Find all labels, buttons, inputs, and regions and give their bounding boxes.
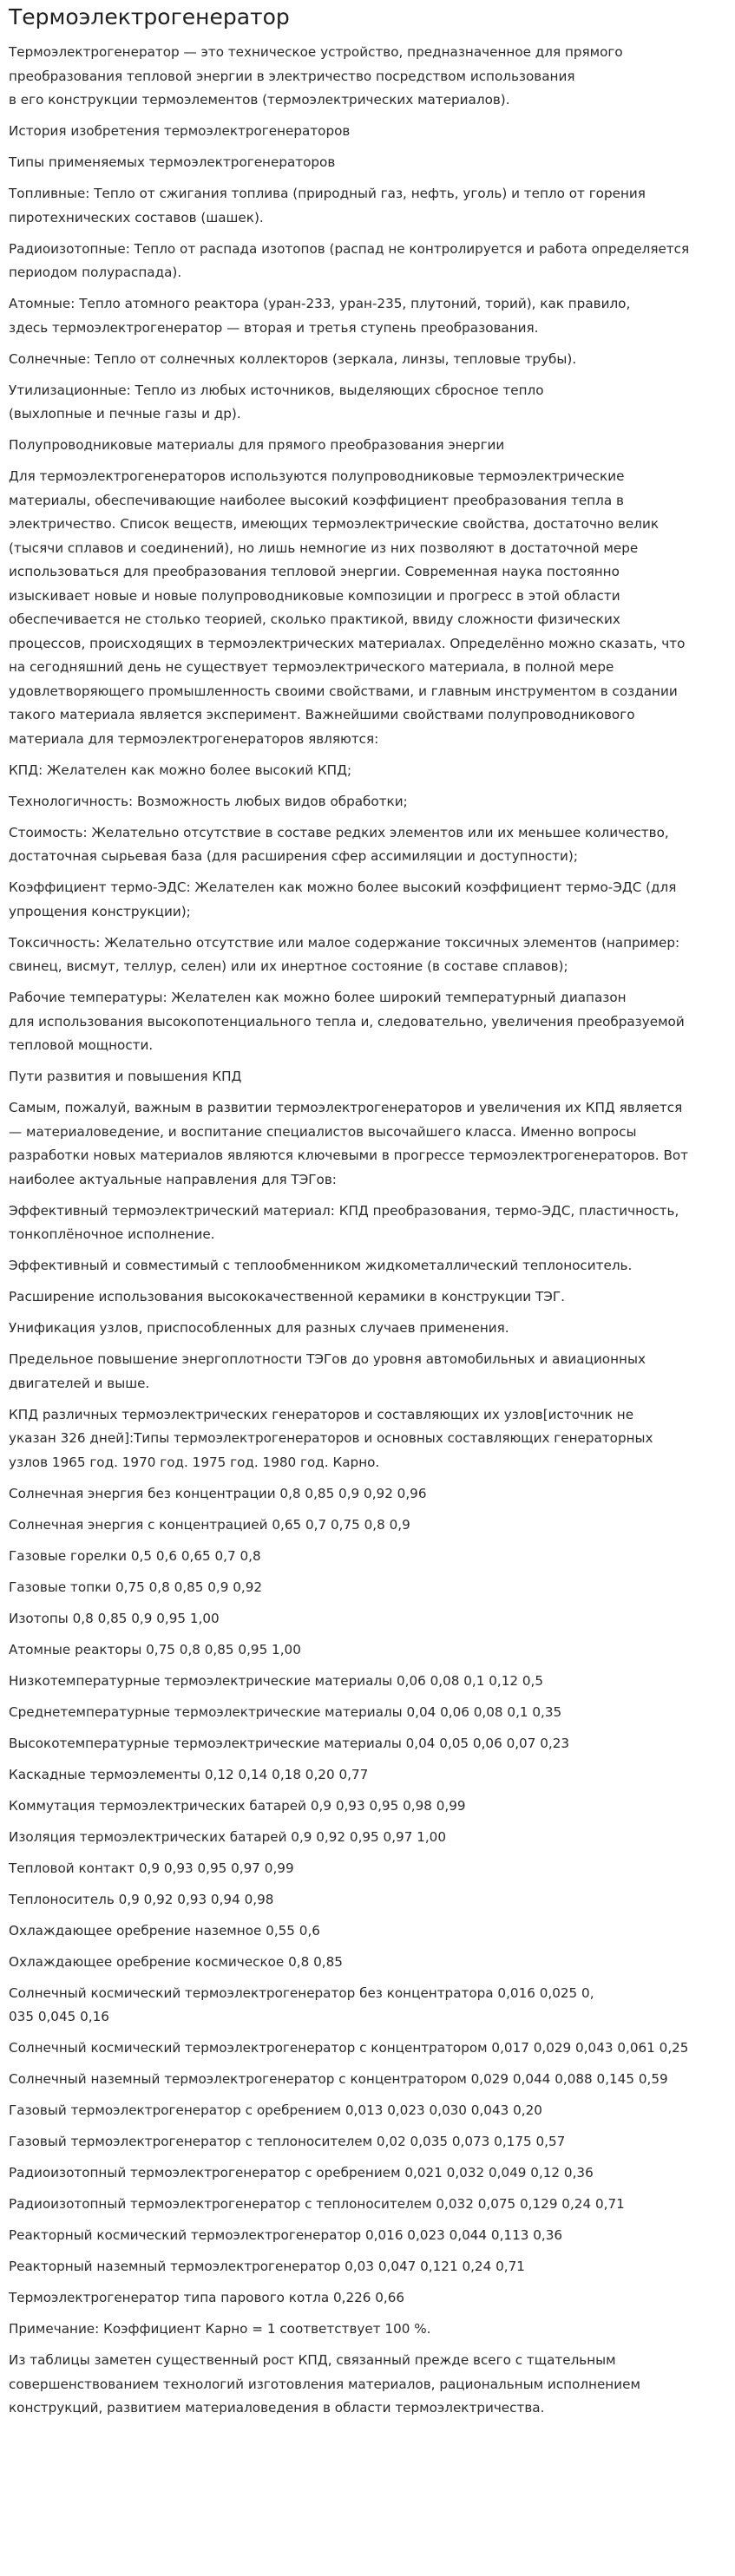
paragraph: Реакторный наземный термоэлектрогенератор 0,03 0,047 0,121 0,24 0,71: [9, 2259, 525, 2274]
paragraph: Токсичность: Желательно отсутствие или малое содержание токсичных элементов (например: свинец, висмут, теллур, селен) или их инертное состояние (в составе сплавов);: [9, 934, 680, 974]
paragraph: Стоимость: Желательно отсутствие в составе редких элементов или их меньшее количество, достаточная сырьевая база (для расширения сфер ассимиляции и доступности);: [9, 824, 669, 864]
paragraph: Реакторный космический термоэлектрогенератор 0,016 0,023 0,044 0,113 0,36: [9, 2227, 563, 2243]
paragraph: Атомные: Тепло атомного реактора (уран-233, уран-235, плутоний, торий), как правило, здесь термоэлектрогенератор — вторая и третья ступень преобразования.: [9, 296, 631, 336]
paragraph: Для термоэлектрогенераторов используются полупроводниковые термоэлектрические материалы, обеспечивающие наиболее высокий коэффициент преобразования тепла в электричество. Список веществ, имеющих термоэлектрические свойства, достаточно велик (тысячи сплавов и соединений), но лишь немногие из них позволяют в достаточной мере использоваться для преобразования тепловой энергии. Современная наука постоянно изыскивает новые и новые полупроводниковые композиции и прогресс в этой области обеспечивается не столько теорией, сколько практикой, ввиду сложности физических процессов, происходящих в термоэлектрических материалах. Определённо можно сказать, что на сегодняшний день не существует термоэлектрического материала, в полной мере удовлетворяющего промышленность своими свойствами, и главным инструментом в создании такого материала является эксперимент. Важнейшими свойствами полупроводникового материала для термоэлектрогенераторов являются:: [9, 468, 686, 747]
paragraph: Полупроводниковые материалы для прямого преобразования энергии: [9, 437, 505, 453]
paragraph: Тепловой контакт 0,9 0,93 0,95 0,97 0,99: [9, 1860, 294, 1876]
paragraph: Утилизационные: Тепло из любых источников, выделяющих сбросное тепло (выхлопные и печные газы и др).: [9, 382, 544, 422]
article: [0, 3, 735, 2421]
paragraph: Теплоноситель 0,9 0,92 0,93 0,94 0,98: [9, 1891, 274, 1907]
paragraph: Газовые горелки 0,5 0,6 0,65 0,7 0,8: [9, 1547, 261, 1564]
paragraph: Солнечные: Тепло от солнечных коллекторов (зеркала, линзы, тепловые трубы).: [9, 350, 577, 367]
page-title: Термоэлектрогенератор: [9, 4, 290, 29]
paragraph: Высокотемпературные термоэлектрические материалы 0,04 0,05 0,06 0,07 0,23: [9, 1735, 570, 1751]
paragraph: Типы применяемых термоэлектрогенераторов: [9, 154, 336, 170]
paragraph: Унификация узлов, приспособленных для разных случаев применения.: [9, 1320, 509, 1336]
paragraph: Изоляция термоэлектрических батарей 0,9 0,92 0,95 0,97 1,00: [9, 1828, 447, 1845]
paragraph: Газовый термоэлектрогенератор с теплоносителем 0,02 0,035 0,073 0,175 0,57: [9, 2134, 566, 2149]
paragraph: Солнечная энергия с концентрацией 0,65 0,7 0,75 0,8 0,9: [9, 1516, 410, 1533]
paragraph: Предельное повышение энергоплотности ТЭГов до уровня автомобильных и авиационных двигателей и выше.: [9, 1351, 646, 1391]
paragraph: Атомные реакторы 0,75 0,8 0,85 0,95 1,00: [9, 1641, 301, 1657]
paragraph: КПД: Желателен как можно более высокий КПД;: [9, 762, 352, 778]
paragraph: Коэффициент термо-ЭДС: Желателен как можно более высокий коэффициент термо-ЭДС (для упрощения конструкции);: [9, 879, 677, 919]
paragraph: Коммутация термоэлектрических батарей 0,9 0,93 0,95 0,98 0,99: [9, 1797, 466, 1814]
paragraph: Солнечный космический термоэлектрогенератор с концентратором 0,017 0,029 0,043 0,061 0,25: [9, 2040, 689, 2056]
paragraph: Самым, пожалуй, важным в развитии термоэлектрогенераторов и увеличения их КПД является — материаловедение, и воспитание специалистов высочайшего класса. Именно вопросы разработки новых материалов являются ключевыми в прогрессе термоэлектрогенераторов. Вот наиболее актуальные направления для ТЭГов:: [9, 1100, 689, 1187]
paragraph: Солнечная энергия без концентрации 0,8 0,85 0,9 0,92 0,96: [9, 1485, 427, 1501]
paragraph: Радиоизотопный термоэлектрогенератор с теплоносителем 0,032 0,075 0,129 0,24 0,71: [9, 2196, 625, 2212]
paragraph: Пути развития и повышения КПД: [9, 1069, 242, 1084]
paragraph: Низкотемпературные термоэлектрические материалы 0,06 0,08 0,1 0,12 0,5: [9, 1672, 544, 1689]
paragraph: Термоэлектрогенератор типа парового котла 0,226 0,66: [9, 2290, 405, 2305]
paragraph: История изобретения термоэлектрогенераторов: [9, 123, 351, 139]
paragraph: Каскадные термоэлементы 0,12 0,14 0,18 0,20 0,77: [9, 1766, 369, 1782]
paragraph: Эффективный термоэлектрический материал: КПД преобразования, термо-ЭДС, пластичность, тонкоплёночное исполнение.: [9, 1202, 679, 1242]
article-body: [9, 41, 726, 2421]
paragraph: Из таблицы заметен существенный рост КПД, связанный прежде всего с тщательным совершенствованием технологий изготовления материалов, рациональным исполнением конструкций, развитием материаловедения в области термоэлектричества.: [9, 2352, 640, 2416]
paragraph: Охлаждающее оребрение наземное 0,55 0,6: [9, 1922, 320, 1939]
paragraph: Радиоизотопный термоэлектрогенератор с оребрением 0,021 0,032 0,049 0,12 0,36: [9, 2165, 594, 2180]
paragraph: Расширение использования высококачественной керамики в конструкции ТЭГ.: [9, 1289, 565, 1304]
paragraph: Среднетемпературные термоэлектрические материалы 0,04 0,06 0,08 0,1 0,35: [9, 1703, 562, 1720]
paragraph: Охлаждающее оребрение космическое 0,8 0,85: [9, 1953, 343, 1970]
paragraph: Солнечный космический термоэлектрогенератор без концентратора 0,016 0,025 0, 035 0,045 0,16: [9, 1984, 594, 2024]
paragraph: Примечание: Коэффициент Карно = 1 соответствует 100 %.: [9, 2321, 431, 2337]
paragraph: Рабочие температуры: Желателен как можно более широкий температурный диапазон для использования высокопотенциального тепла и, следовательно, увеличения преобразуемой тепловой мощности.: [9, 990, 685, 1053]
paragraph: Технологичность: Возможность любых видов обработки;: [9, 793, 408, 809]
paragraph: Изотопы 0,8 0,85 0,9 0,95 1,00: [9, 1610, 220, 1626]
paragraph: Термоэлектрогенератор — это техническое устройство, предназначенное для прямого преобразования тепловой энергии в электричество посредством использования в его конструкции термоэлементов (термоэлектрических материалов).: [9, 44, 623, 108]
paragraph: Газовые топки 0,75 0,8 0,85 0,9 0,92: [9, 1579, 263, 1595]
paragraph: Радиоизотопные: Тепло от распада изотопов (распад не контролируется и работа определяется периодом полураспада).: [9, 240, 690, 280]
paragraph: Эффективный и совместимый с теплообменником жидкометаллический теплоноситель.: [9, 1258, 633, 1273]
paragraph: КПД различных термоэлектрических генераторов и составляющих их узлов[источник не указан 326 дней]:Типы термоэлектрогенераторов и основных составляющих генераторных узлов 1965 год. 1970 год. 1975 год. 1980 год. Карно.: [9, 1406, 653, 1470]
paragraph: Газовый термоэлектрогенератор с оребрением 0,013 0,023 0,030 0,043 0,20: [9, 2102, 542, 2118]
paragraph: Топливные: Тепло от сжигания топлива (природный газ, нефть, уголь) и тепло от горения пиротехнических составов (шашек).: [9, 186, 646, 226]
paragraph: Солнечный наземный термоэлектрогенератор с концентратором 0,029 0,044 0,088 0,145 0,59: [9, 2071, 668, 2087]
